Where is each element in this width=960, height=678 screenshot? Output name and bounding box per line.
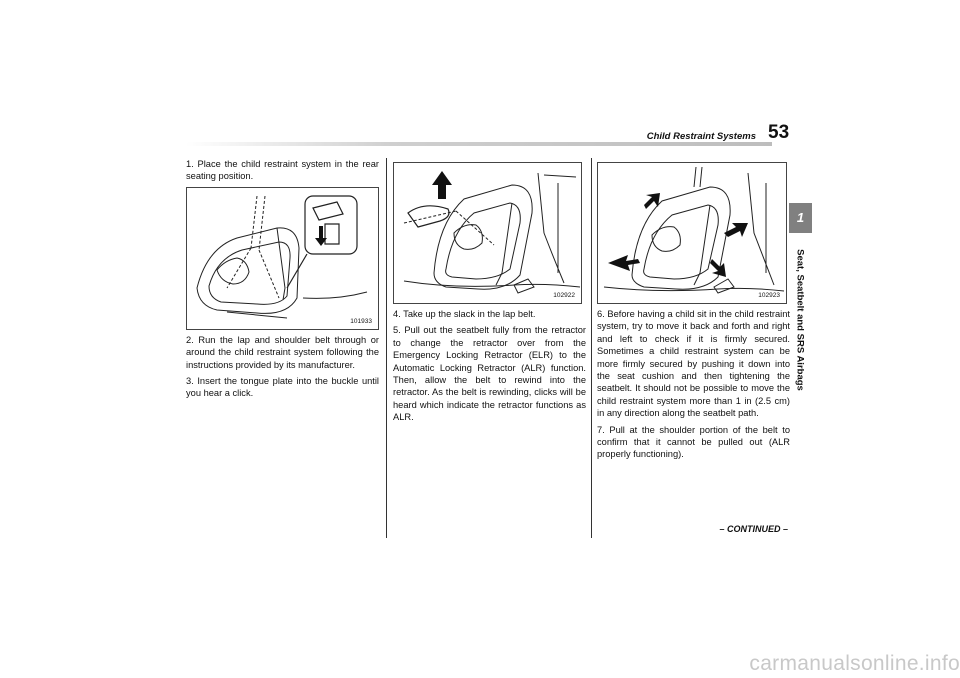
column-1 bbox=[186, 158, 379, 404]
section-title: Child Restraint Systems bbox=[646, 131, 756, 142]
column-2 bbox=[393, 158, 586, 428]
child-seat-movement-illustration bbox=[598, 163, 786, 303]
step-1-text: 1. Place the child restraint system in the rear seating position. bbox=[186, 159, 379, 182]
continued-label: – CONTINUED – bbox=[719, 524, 788, 534]
page-number: 53 bbox=[768, 122, 790, 143]
step-5-text: 5. Pull out the seatbelt fully from the retractor to change the retractor over from the Emergency Locking Retractor (ELR) to the Automatic Locking Retractor (ALR) function. Then, allow the belt to rewind into the retractor. As the belt is rewinding, clicks will be heard which indicate the retractor functions as ALR. bbox=[393, 325, 586, 423]
figure-take-up-slack bbox=[393, 162, 582, 304]
step-6-text: 6. Before having a child sit in the child restraint system, try to move it back and forth and right and left to check if it is firmly secured. Sometimes a child restraint system can be more firmly secured by pushing it down into the seat cushion and then tightening the seatbelt. It should not be possible to move the child restraint system more than 1 in (2.5 cm) in any direction along the seatbelt path. bbox=[597, 309, 790, 419]
column-3 bbox=[597, 158, 790, 465]
step-7-text: 7. Pull at the shoulder portion of the belt to confirm that it cannot be pulled out (ALR properly functioning). bbox=[597, 424, 790, 460]
watermark: carmanualsonline.info bbox=[749, 652, 960, 675]
header-bar bbox=[186, 142, 772, 146]
column-divider bbox=[386, 158, 387, 538]
step-4-text: 4. Take up the slack in the lap belt. bbox=[393, 309, 536, 319]
child-seat-illustration bbox=[187, 188, 378, 329]
chapter-tab[interactable]: 1 bbox=[789, 203, 812, 233]
column-divider bbox=[591, 158, 592, 538]
figure-check-secured bbox=[597, 162, 787, 304]
step-3-text: 3. Insert the tongue plate into the buckle until you hear a click. bbox=[186, 376, 379, 399]
figure-id: 101933 bbox=[350, 317, 372, 325]
figure-child-seat-buckle bbox=[186, 187, 379, 330]
figure-id: 102923 bbox=[758, 292, 780, 299]
child-seat-lap-belt-illustration bbox=[394, 163, 581, 303]
figure-id: 102922 bbox=[553, 292, 575, 299]
chapter-side-label: Seat, Seatbelt and SRS Airbags bbox=[794, 249, 806, 391]
step-2-text: 2. Run the lap and shoulder belt through or around the child restraint system following the instructions provided by its manufacturer. bbox=[186, 334, 379, 370]
